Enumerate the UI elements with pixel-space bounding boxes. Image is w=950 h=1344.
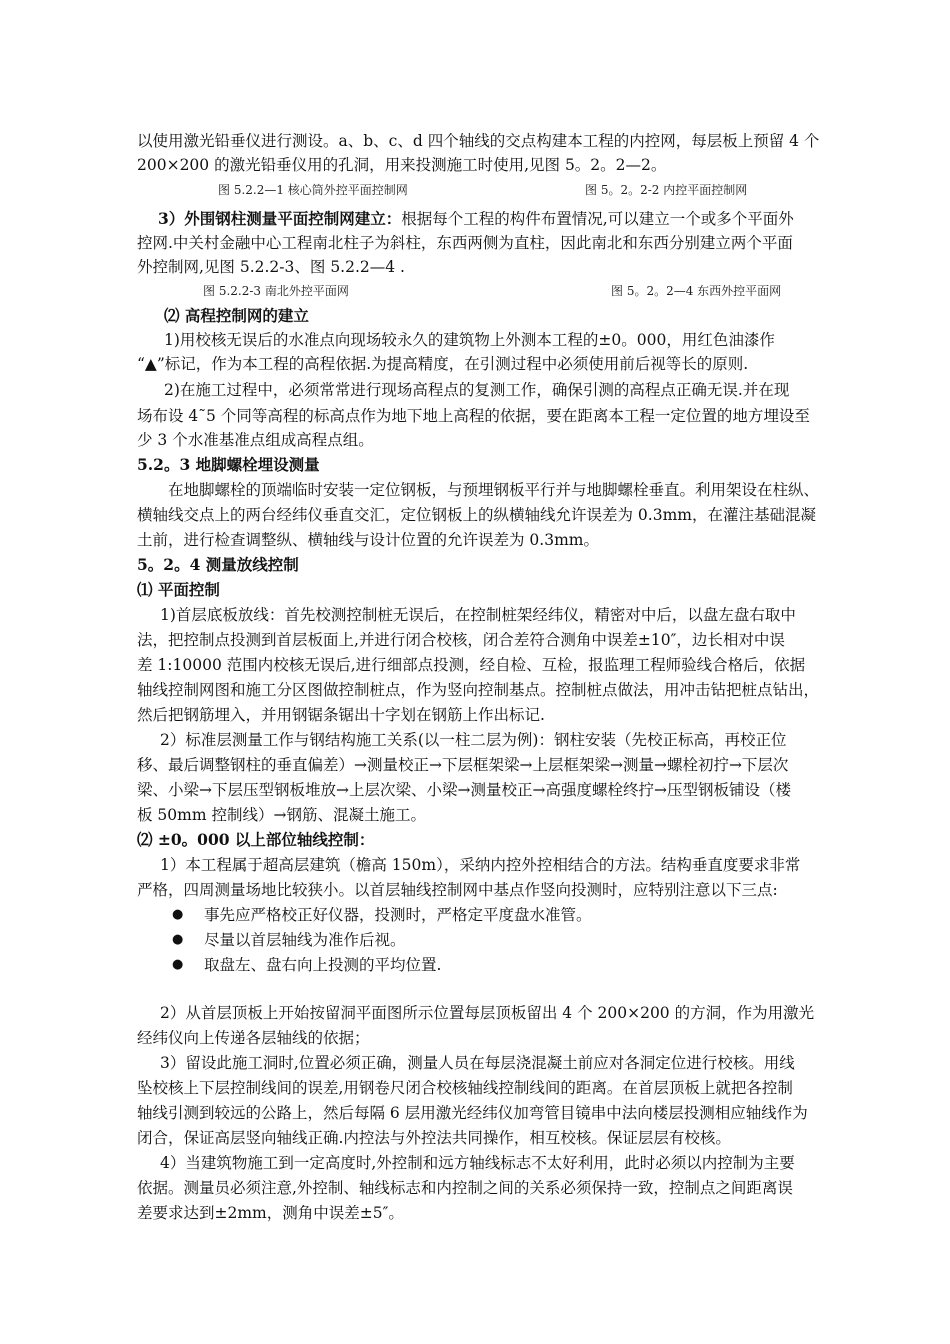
paragraph-line: 严格，四周测量场地比较狭小。以首层轴线控制网中基点作竖向投测时，应特别注意以下三点:	[137, 881, 778, 899]
paragraph-line: 4）当建筑物施工到一定高度时,外控制和远方轴线标志不太好利用，此时必须以内控制为主要	[160, 1154, 795, 1172]
paragraph-line: 以使用激光铅垂仪进行测设。a、b、c、d 四个轴线的交点构建本工程的内控网，每层板上预留 4 个	[137, 132, 820, 150]
bullet-icon: ●	[172, 957, 184, 972]
paragraph-line: 少 3 个水准基准点组成高程点组。	[137, 431, 374, 449]
figure-caption: 图 5.2.2—1 核心筒外控平面控制网	[218, 183, 408, 197]
section-heading: 5。2。4 测量放线控制	[137, 555, 299, 574]
paragraph-line: 闭合，保证高层竖向轴线正确.内控法与外控法共同操作，相互校核。保证层层有校核。	[137, 1129, 731, 1147]
paragraph-line: 1）本工程属于超高层建筑（檐高 150m），采纳内控外控相结合的方法。结构垂直度要求非常	[160, 856, 801, 874]
list-item: 尽量以首层轴线为准作后视。	[204, 931, 406, 949]
paragraph-line: 移、最后调整钢柱的垂直偏差）→测量校正→下层框架梁→上层框架梁→测量→螺栓初拧→下层次	[137, 756, 789, 774]
paragraph-line: 法，把控制点投测到首层板面上,并进行闭合校核，闭合差符合测角中误差±10″，边长相对中误	[137, 631, 785, 649]
figure-caption: 图 5。2。2—4 东西外控平面网	[611, 284, 782, 298]
paragraph-line: 板 50mm 控制线）→钢筋、混凝土施工。	[137, 806, 426, 824]
bullet-icon: ●	[172, 907, 184, 922]
paragraph-line: 横轴线交点上的两台经纬仪垂直交汇，定位钢板上的纵横轴线允许误差为 0.3mm，在灌注基础混凝	[137, 506, 816, 524]
section-heading: ⑴ 平面控制	[137, 580, 220, 599]
paragraph-line: 土前，进行检查调整纵、横轴线与设计位置的允许误差为 0.3mm。	[137, 531, 599, 549]
figure-caption: 图 5.2.2-3 南北外控平面网	[203, 284, 349, 298]
paragraph-line: 200×200 的激光铅垂仪用的孔洞，用来投测施工时使用,见图 5。2。2—2。	[137, 156, 667, 174]
paragraph-line: 轴线引测到较远的公路上，然后每隔 6 层用激光经纬仪加弯管目镜串中法向楼层投测相应轴线作为	[137, 1104, 808, 1122]
paragraph-line: “▲”标记，作为本工程的高程依据.为提高精度，在引测过程中必须使用前后视等长的原则.	[137, 355, 749, 373]
paragraph-line: 差 1:10000 范围内校核无误后,进行细部点投测，经自检、互检，报监理工程师验线合格后，依据	[137, 656, 806, 674]
paragraph-line: 轴线控制网图和施工分区图做控制桩点，作为竖向控制基点。控制桩点做法，用冲击钻把桩点钻出，	[137, 681, 820, 699]
paragraph-line: 场布设 4˜5 个同等高程的标高点作为地下地上高程的依据，要在距离本工程一定位置的地方埋设至	[137, 407, 810, 425]
list-item: 事先应严格校正好仪器，投测时，严格定平度盘水准管。	[204, 906, 592, 924]
paragraph-line: 然后把钢筋埋入，并用钢锯条锯出十字划在钢筋上作出标记.	[137, 706, 545, 724]
paragraph-line: 依据。测量员必须注意,外控制、轴线标志和内控制之间的关系必须保持一致，控制点之间距离误	[137, 1179, 793, 1197]
paragraph-line	[158, 209, 888, 229]
paragraph-text: 根据每个工程的构件布置情况,可以建立一个或多个平面外	[401, 210, 794, 228]
paragraph-line: 坠校核上下层控制线间的误差,用钢卷尺闭合校核轴线控制线间的距离。在首层顶板上就把各控制	[137, 1079, 793, 1097]
paragraph-line: 1)首层底板放线：首先校测控制桩无误后，在控制桩架经纬仪，精密对中后，以盘左盘右取中	[160, 606, 796, 624]
paragraph-line: 控网.中关村金融中心工程南北柱子为斜柱，东西两侧为直柱，因此南北和东西分别建立两个平面	[137, 234, 793, 252]
section-heading: ⑵ 高程控制网的建立	[164, 306, 309, 325]
paragraph-line: 2）标准层测量工作与钢结构施工关系(以一柱二层为例)：钢柱安装（先校正标高，再校正位	[160, 731, 787, 749]
paragraph-line: 外控制网,见图 5.2.2-3、图 5.2.2—4 .	[137, 258, 405, 276]
list-item: 取盘左、盘右向上投测的平均位置.	[204, 956, 442, 974]
section-heading: 5.2。3 地脚螺栓埋设测量	[137, 455, 320, 474]
paragraph-line: 梁、小梁→下层压型钢板堆放→上层次梁、小梁→测量校正→高强度螺栓终拧→压型钢板铺设（楼	[137, 781, 791, 799]
paragraph-line: 差要求达到±2mm，测角中误差±5″。	[137, 1204, 404, 1222]
heading-inline: 3）外围钢柱测量平面控制网建立：	[158, 209, 402, 228]
figure-caption: 图 5。2。2-2 内控平面控制网	[585, 183, 748, 197]
paragraph-line: 2)在施工过程中，必须常常进行现场高程点的复测工作，确保引测的高程点正确无误.并在现	[164, 381, 790, 399]
paragraph-line: 2）从首层顶板上开始按留洞平面图所示位置每层顶板留出 4 个 200×200 的方洞，作为用激光	[160, 1004, 815, 1022]
paragraph-line: 3）留设此施工洞时,位置必须正确，测量人员在每层浇混凝土前应对各洞定位进行校核。用线	[160, 1054, 795, 1072]
section-heading: ⑵ ±0。000 以上部位轴线控制：	[137, 830, 375, 849]
paragraph-line: 1)用校核无误后的水准点向现场较永久的建筑物上外测本工程的±0。000，用红色油漆作	[164, 331, 775, 349]
bullet-icon: ●	[172, 932, 184, 947]
paragraph-line: 在地脚螺栓的顶端临时安装一定位钢板，与预埋钢板平行并与地脚螺栓垂直。利用架设在柱纵、	[168, 481, 820, 499]
paragraph-line: 经纬仪向上传递各层轴线的依据；	[137, 1029, 370, 1047]
